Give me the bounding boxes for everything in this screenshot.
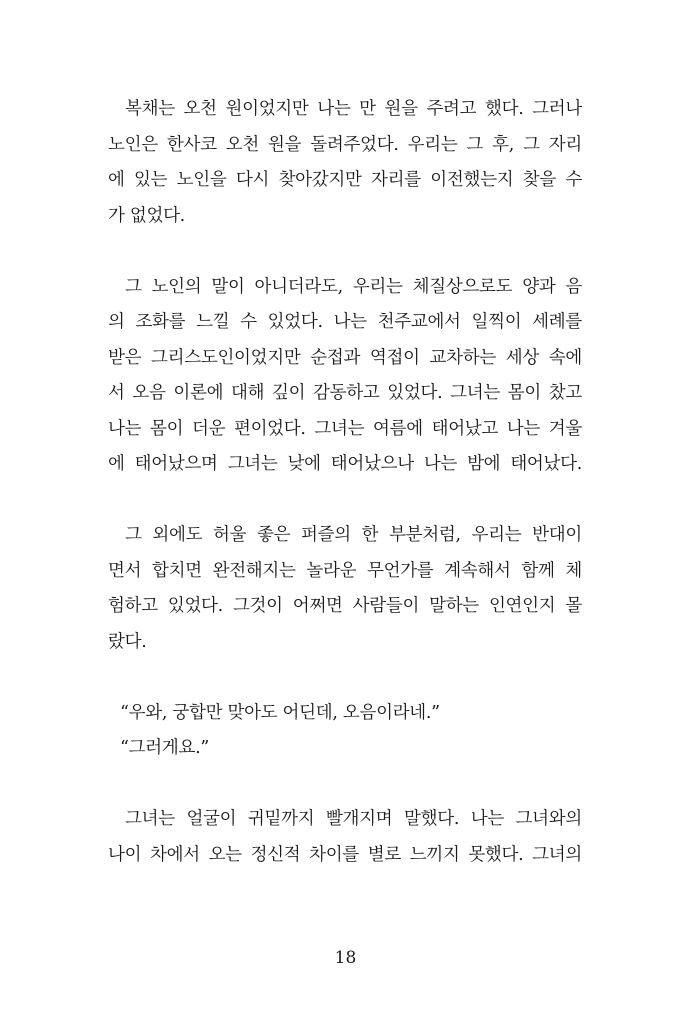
text-line: 받은 그리스도인이었지만 순접과 역접이 교차하는 세상 속에 xyxy=(108,347,582,368)
text-line: 서 오음 이론에 대해 깊이 감동하고 있었다. 그녀는 몸이 찼고 xyxy=(108,383,582,403)
text-line: 노인은 한사코 오천 원을 돌려주었다. 우리는 그 후, 그 자리 xyxy=(108,134,582,155)
paragraph-gap xyxy=(108,660,582,696)
text-line: 복채는 오천 원이었지만 나는 만 원을 주려고 했다. 그러나 xyxy=(125,99,582,119)
paragraph xyxy=(108,92,582,234)
text-line: 나는 몸이 더운 편이었다. 그녀는 여름에 태어났고 나는 겨울 xyxy=(108,418,582,439)
paragraph xyxy=(108,802,582,873)
paragraph-gap xyxy=(108,234,582,270)
paragraph xyxy=(108,270,582,483)
dialogue-line: “그러게요.” xyxy=(120,738,209,758)
dialogue-line: “우와, 궁합만 맞아도 어딘데, 오음이라네.” xyxy=(120,702,440,723)
text-line: 그 노인의 말이 아니더라도, 우리는 체질상으로도 양과 음 xyxy=(125,276,582,297)
text-line: 가 없었다. xyxy=(108,205,185,226)
text-line: 나이 차에서 오는 정신적 차이를 별로 느끼지 못했다. 그녀의 xyxy=(108,844,582,865)
page-body xyxy=(108,92,582,873)
text-line: 그녀는 얼굴이 귀밑까지 빨개지며 말했다. 나는 그녀와의 xyxy=(125,809,582,829)
paragraph xyxy=(108,518,582,660)
dialogue-block xyxy=(108,696,582,767)
paragraph-gap xyxy=(108,483,582,519)
text-line: 에 있는 노인을 다시 찾아갔지만 자리를 이전했는지 찾을 수 xyxy=(108,170,582,190)
text-line: 에 태어났으며 그녀는 낮에 태어났으나 나는 밤에 태어났다. xyxy=(108,454,582,474)
text-line: 랐다. xyxy=(108,631,147,652)
text-line: 의 조화를 느낄 수 있었다. 나는 천주교에서 일찍이 세례를 xyxy=(108,312,582,332)
paragraph-gap xyxy=(108,767,582,803)
text-line: 그 외에도 허울 좋은 퍼즐의 한 부분처럼, 우리는 반대이 xyxy=(125,525,582,545)
page-number: 18 xyxy=(334,948,357,968)
text-line: 면서 합치면 완전해지는 놀라운 무언가를 계속해서 함께 체 xyxy=(108,560,582,581)
text-line: 험하고 있었다. 그것이 어쩌면 사람들이 말하는 인연인지 몰 xyxy=(108,596,582,616)
